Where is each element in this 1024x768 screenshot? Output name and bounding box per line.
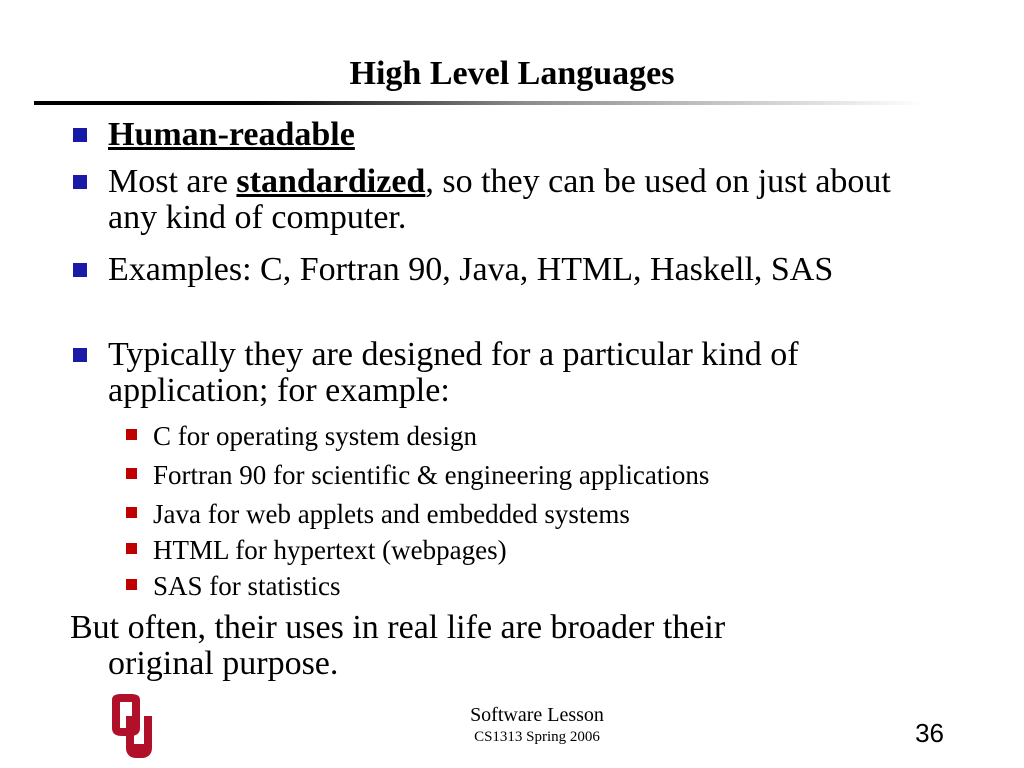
bullet-item [108, 252, 938, 288]
square-bullet-icon [73, 348, 87, 362]
sub-bullet-text: C for operating system design [153, 421, 477, 451]
page-number: 36 [915, 718, 944, 748]
sub-bullet-text: Fortran 90 for scientific & engineering applications [153, 460, 710, 490]
sub-bullet-item [153, 571, 933, 601]
square-bullet-icon [126, 468, 137, 479]
square-bullet-icon [73, 263, 87, 277]
sub-bullet-item [153, 535, 933, 565]
footer-lesson: Software Lesson [470, 704, 604, 726]
bullet-text-emphasis: standardized [236, 163, 426, 200]
sub-bullet-text: HTML for hypertext (webpages) [153, 535, 507, 565]
bullet-text: Typically they are designed for a particular kind of application; for example: [108, 336, 799, 409]
sub-bullet-item [153, 499, 933, 529]
slide-title: High Level Languages [349, 55, 675, 92]
square-bullet-icon [126, 543, 137, 554]
sub-bullet-text: Java for web applets and embedded systems [153, 499, 630, 529]
footer-course: CS1313 Spring 2006 [474, 729, 600, 745]
square-bullet-icon [73, 128, 87, 142]
bullet-text-emphasis: Human-readable [108, 116, 355, 153]
square-bullet-icon [73, 175, 87, 189]
bullet-item [108, 337, 938, 409]
sub-bullet-item [153, 460, 933, 490]
square-bullet-icon [126, 579, 137, 590]
square-bullet-icon [126, 429, 137, 440]
bullet-text: Most are [108, 163, 237, 200]
bullet-item [108, 117, 938, 153]
closing-line: But often, their uses in real life are broader their [70, 609, 726, 646]
footer [412, 703, 662, 747]
sub-bullet-item [153, 421, 933, 451]
closing-paragraph [70, 610, 950, 682]
square-bullet-icon [126, 507, 137, 518]
bullet-item [108, 164, 938, 236]
closing-line-continued: original purpose. [108, 645, 339, 682]
ou-logo-icon [108, 694, 158, 758]
sub-bullet-text: SAS for statistics [153, 571, 341, 601]
bullet-text: , so they can be used on just about any kind of computer. [108, 163, 891, 236]
bullet-text: Examples: C, Fortran 90, Java, HTML, Haskell, SAS [108, 251, 834, 288]
